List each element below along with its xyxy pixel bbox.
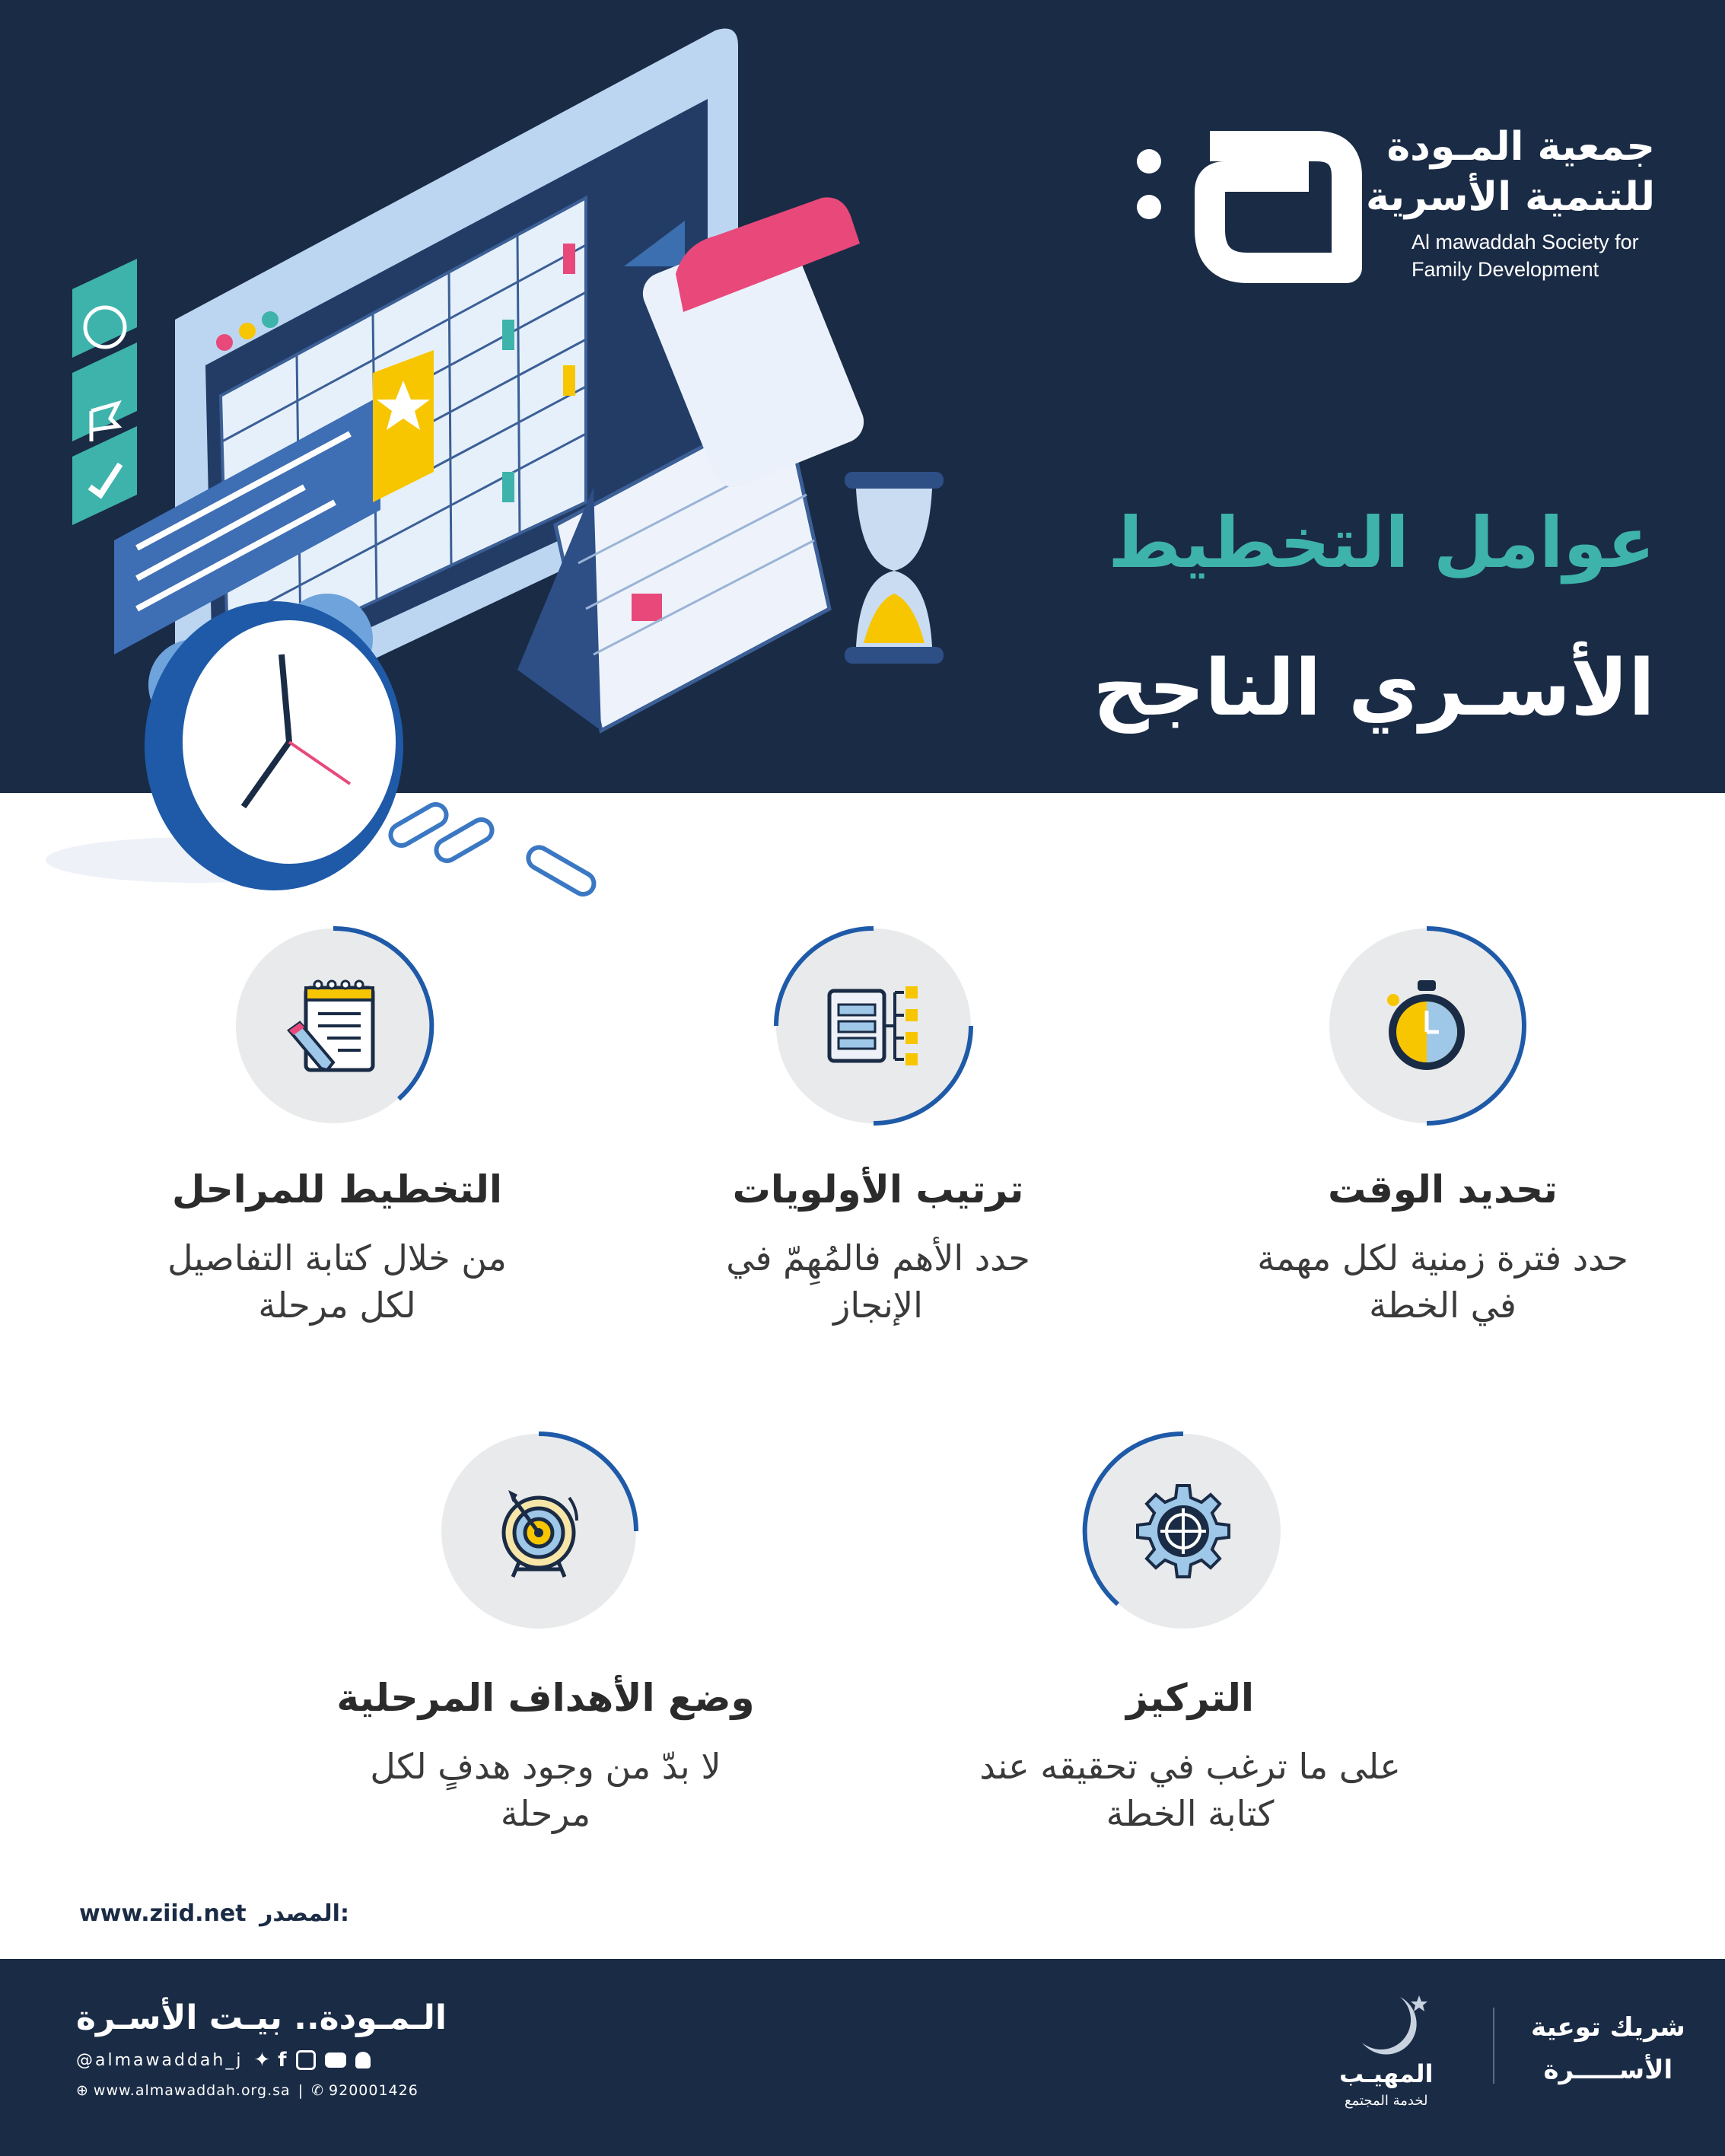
factor-stages-desc-line1: من خلال كتابة التفاصيل xyxy=(167,1237,507,1279)
factor-priorities-icon-circle xyxy=(776,928,971,1123)
gear-target-icon xyxy=(1135,1482,1232,1580)
partner-label xyxy=(1531,2006,1685,2091)
factor-time-desc-line1: حدد فترة زمنية لكل مهمة xyxy=(1257,1237,1628,1279)
youtube-icon[interactable] xyxy=(325,2052,346,2068)
main-title-line2: الأسـري الناجح xyxy=(1093,643,1655,734)
society-name-line1: جمعية المـودة xyxy=(1386,124,1655,170)
twitter-icon[interactable]: ✦ xyxy=(253,2049,271,2072)
factor-time-icon-circle xyxy=(1329,928,1524,1123)
factor-goals-desc-line1: لا بدّ من وجود هدفٍ لكل xyxy=(370,1746,721,1787)
factor-focus-title: التركيز xyxy=(1125,1676,1255,1720)
stopwatch-icon xyxy=(1378,977,1475,1075)
factor-time-desc-line2: في الخطة xyxy=(1369,1285,1517,1326)
globe-icon: ⊕ xyxy=(76,2082,89,2099)
archery-target-icon xyxy=(490,1482,587,1580)
factor-focus-desc-line1: على ما ترغب في تحقيقه عند xyxy=(979,1746,1401,1787)
phone-number[interactable]: 920001426 xyxy=(329,2082,419,2099)
society-name-arabic xyxy=(1366,122,1655,222)
factor-stages-icon-circle xyxy=(236,928,431,1123)
mawaddah-logo-icon xyxy=(1134,131,1362,283)
contact-row xyxy=(76,2082,419,2099)
footer xyxy=(0,1959,1725,2156)
factor-focus-icon-circle xyxy=(1086,1434,1281,1629)
factor-priorities-title: ترتيب الأولويات xyxy=(732,1167,1024,1212)
factor-time-title: تحديد الوقت xyxy=(1328,1167,1558,1212)
notepad-pencil-icon xyxy=(285,977,382,1075)
sponsor-logo xyxy=(1339,2059,1434,2113)
sponsor-tagline: لخدمة المجتمع xyxy=(1344,2093,1428,2109)
factor-focus-desc-line2: كتابة الخطة xyxy=(1106,1793,1275,1834)
crescent-logo-icon xyxy=(1347,1989,1431,2058)
society-name-en-line1: Al mawaddah Society for xyxy=(1412,231,1639,253)
factor-priorities-desc-line2: الإنجاز xyxy=(833,1285,923,1326)
social-handle[interactable]: @almawaddah_j xyxy=(76,2050,243,2070)
divider: | xyxy=(298,2082,304,2099)
phone-icon: ✆ xyxy=(311,2082,325,2099)
source-label: المصدر: xyxy=(259,1900,349,1927)
footer-slogan: الـمـودة.. بيـت الأسـرة xyxy=(76,1998,447,2037)
society-name-line2: للتنمية الأسرية xyxy=(1365,174,1655,220)
main-title-line1: عوامل التخطيط xyxy=(1108,502,1655,584)
facebook-icon[interactable]: f xyxy=(278,2049,287,2072)
source-credit xyxy=(79,1900,349,1927)
factor-goals-title: وضع الأهداف المرحلية xyxy=(336,1676,755,1720)
instagram-icon[interactable] xyxy=(296,2050,316,2070)
factor-priorities-desc-line1: حدد الأهم فالمُهِمّ في xyxy=(726,1237,1030,1279)
factor-stages-title: التخطيط للمراحل xyxy=(171,1167,503,1212)
society-name-en-line2: Family Development xyxy=(1412,258,1599,281)
priority-list-icon xyxy=(825,977,922,1075)
hero-banner xyxy=(0,0,1725,793)
factor-goals-icon-circle xyxy=(441,1434,636,1629)
factor-stages-desc-line2: لكل مرحلة xyxy=(258,1285,416,1326)
factor-goals-desc-line2: مرحلة xyxy=(500,1793,591,1834)
snapchat-icon[interactable] xyxy=(355,2052,371,2068)
planning-illustration xyxy=(30,15,966,913)
sponsor-name: المهيـب xyxy=(1339,2059,1434,2088)
partner-line2: الأســـــرة xyxy=(1543,2055,1673,2085)
source-url[interactable]: www.ziid.net xyxy=(79,1900,247,1927)
partner-line1: شريك توعية xyxy=(1531,2012,1685,2043)
society-name-english xyxy=(1412,228,1639,283)
website-link[interactable]: www.almawaddah.org.sa xyxy=(93,2082,291,2099)
footer-separator xyxy=(1493,2008,1494,2084)
social-row xyxy=(76,2049,371,2072)
